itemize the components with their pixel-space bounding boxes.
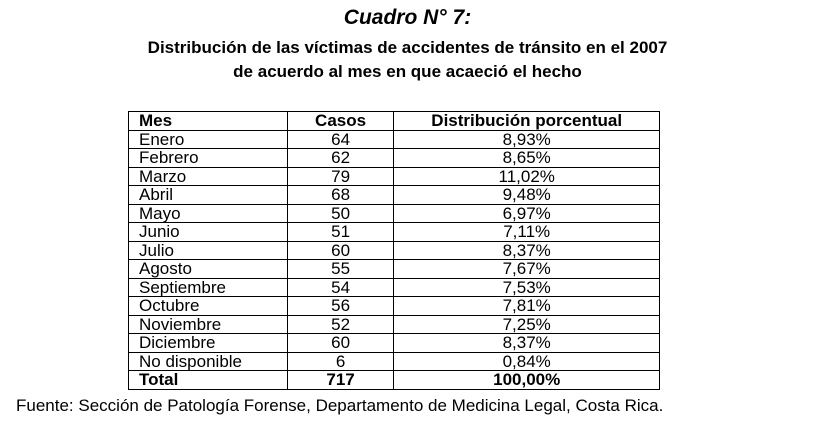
table-body: [129, 130, 660, 389]
table-row: [129, 149, 660, 168]
table-row: [129, 130, 660, 149]
header-distribucion: Distribución porcentual: [394, 112, 660, 131]
cell-casos: 60: [287, 241, 394, 260]
cell-mes: Febrero: [129, 149, 288, 168]
cell-casos: 52: [287, 315, 394, 334]
table-row: [129, 315, 660, 334]
cell-casos: 6: [287, 352, 394, 371]
table-header-row: [129, 112, 660, 131]
table-row: [129, 186, 660, 205]
table-row: [129, 204, 660, 223]
table-caption-title: [0, 36, 815, 84]
cell-distribucion: 8,37%: [394, 241, 660, 260]
cell-distribucion: 8,37%: [394, 334, 660, 353]
cell-distribucion: 0,84%: [394, 352, 660, 371]
cell-mes: Agosto: [129, 260, 288, 279]
cell-distribucion: 7,81%: [394, 297, 660, 316]
cell-casos: 79: [287, 167, 394, 186]
cell-mes: Noviembre: [129, 315, 288, 334]
table-caption-title-line-1: Distribución de las víctimas de accidentes de tránsito en el 2007: [147, 38, 668, 57]
cell-distribucion: 6,97%: [394, 204, 660, 223]
cell-distribucion: 7,67%: [394, 260, 660, 279]
cell-casos: 60: [287, 334, 394, 353]
header-mes: Mes: [129, 112, 288, 131]
cell-casos: 56: [287, 297, 394, 316]
table-total-row: [129, 371, 660, 390]
header-casos: Casos: [287, 112, 394, 131]
cell-distribucion: 100,00%: [394, 371, 660, 390]
cell-casos: 717: [287, 371, 394, 390]
cell-casos: 68: [287, 186, 394, 205]
cell-mes: No disponible: [129, 352, 288, 371]
cell-distribucion: 8,93%: [394, 130, 660, 149]
source-note: Fuente: Sección de Patología Forense, Departamento de Medicina Legal, Costa Rica.: [16, 396, 664, 415]
table-row: [129, 352, 660, 371]
cell-distribucion: 8,65%: [394, 149, 660, 168]
cell-casos: 62: [287, 149, 394, 168]
cell-mes: Marzo: [129, 167, 288, 186]
cell-mes: Junio: [129, 223, 288, 242]
table-row: [129, 297, 660, 316]
cell-distribucion: 11,02%: [394, 167, 660, 186]
cell-distribucion: 7,25%: [394, 315, 660, 334]
cell-mes: Octubre: [129, 297, 288, 316]
cell-casos: 55: [287, 260, 394, 279]
table-row: [129, 241, 660, 260]
cell-mes: Total: [129, 371, 288, 390]
cell-casos: 51: [287, 223, 394, 242]
cell-casos: 64: [287, 130, 394, 149]
cell-mes: Septiembre: [129, 278, 288, 297]
cell-casos: 54: [287, 278, 394, 297]
table-row: [129, 167, 660, 186]
cell-distribucion: 9,48%: [394, 186, 660, 205]
cell-mes: Enero: [129, 130, 288, 149]
table-caption-number: Cuadro N° 7:: [343, 6, 472, 29]
table-row: [129, 223, 660, 242]
table-row: [129, 278, 660, 297]
cell-mes: Mayo: [129, 204, 288, 223]
cell-mes: Abril: [129, 186, 288, 205]
cell-mes: Diciembre: [129, 334, 288, 353]
cell-distribucion: 7,11%: [394, 223, 660, 242]
cell-casos: 50: [287, 204, 394, 223]
cell-mes: Julio: [129, 241, 288, 260]
victims-by-month-table: [128, 111, 660, 390]
table-row: [129, 260, 660, 279]
table-caption-title-line-2: de acuerdo al mes en que acaeció el hecho: [233, 62, 582, 81]
cell-distribucion: 7,53%: [394, 278, 660, 297]
table-row: [129, 334, 660, 353]
